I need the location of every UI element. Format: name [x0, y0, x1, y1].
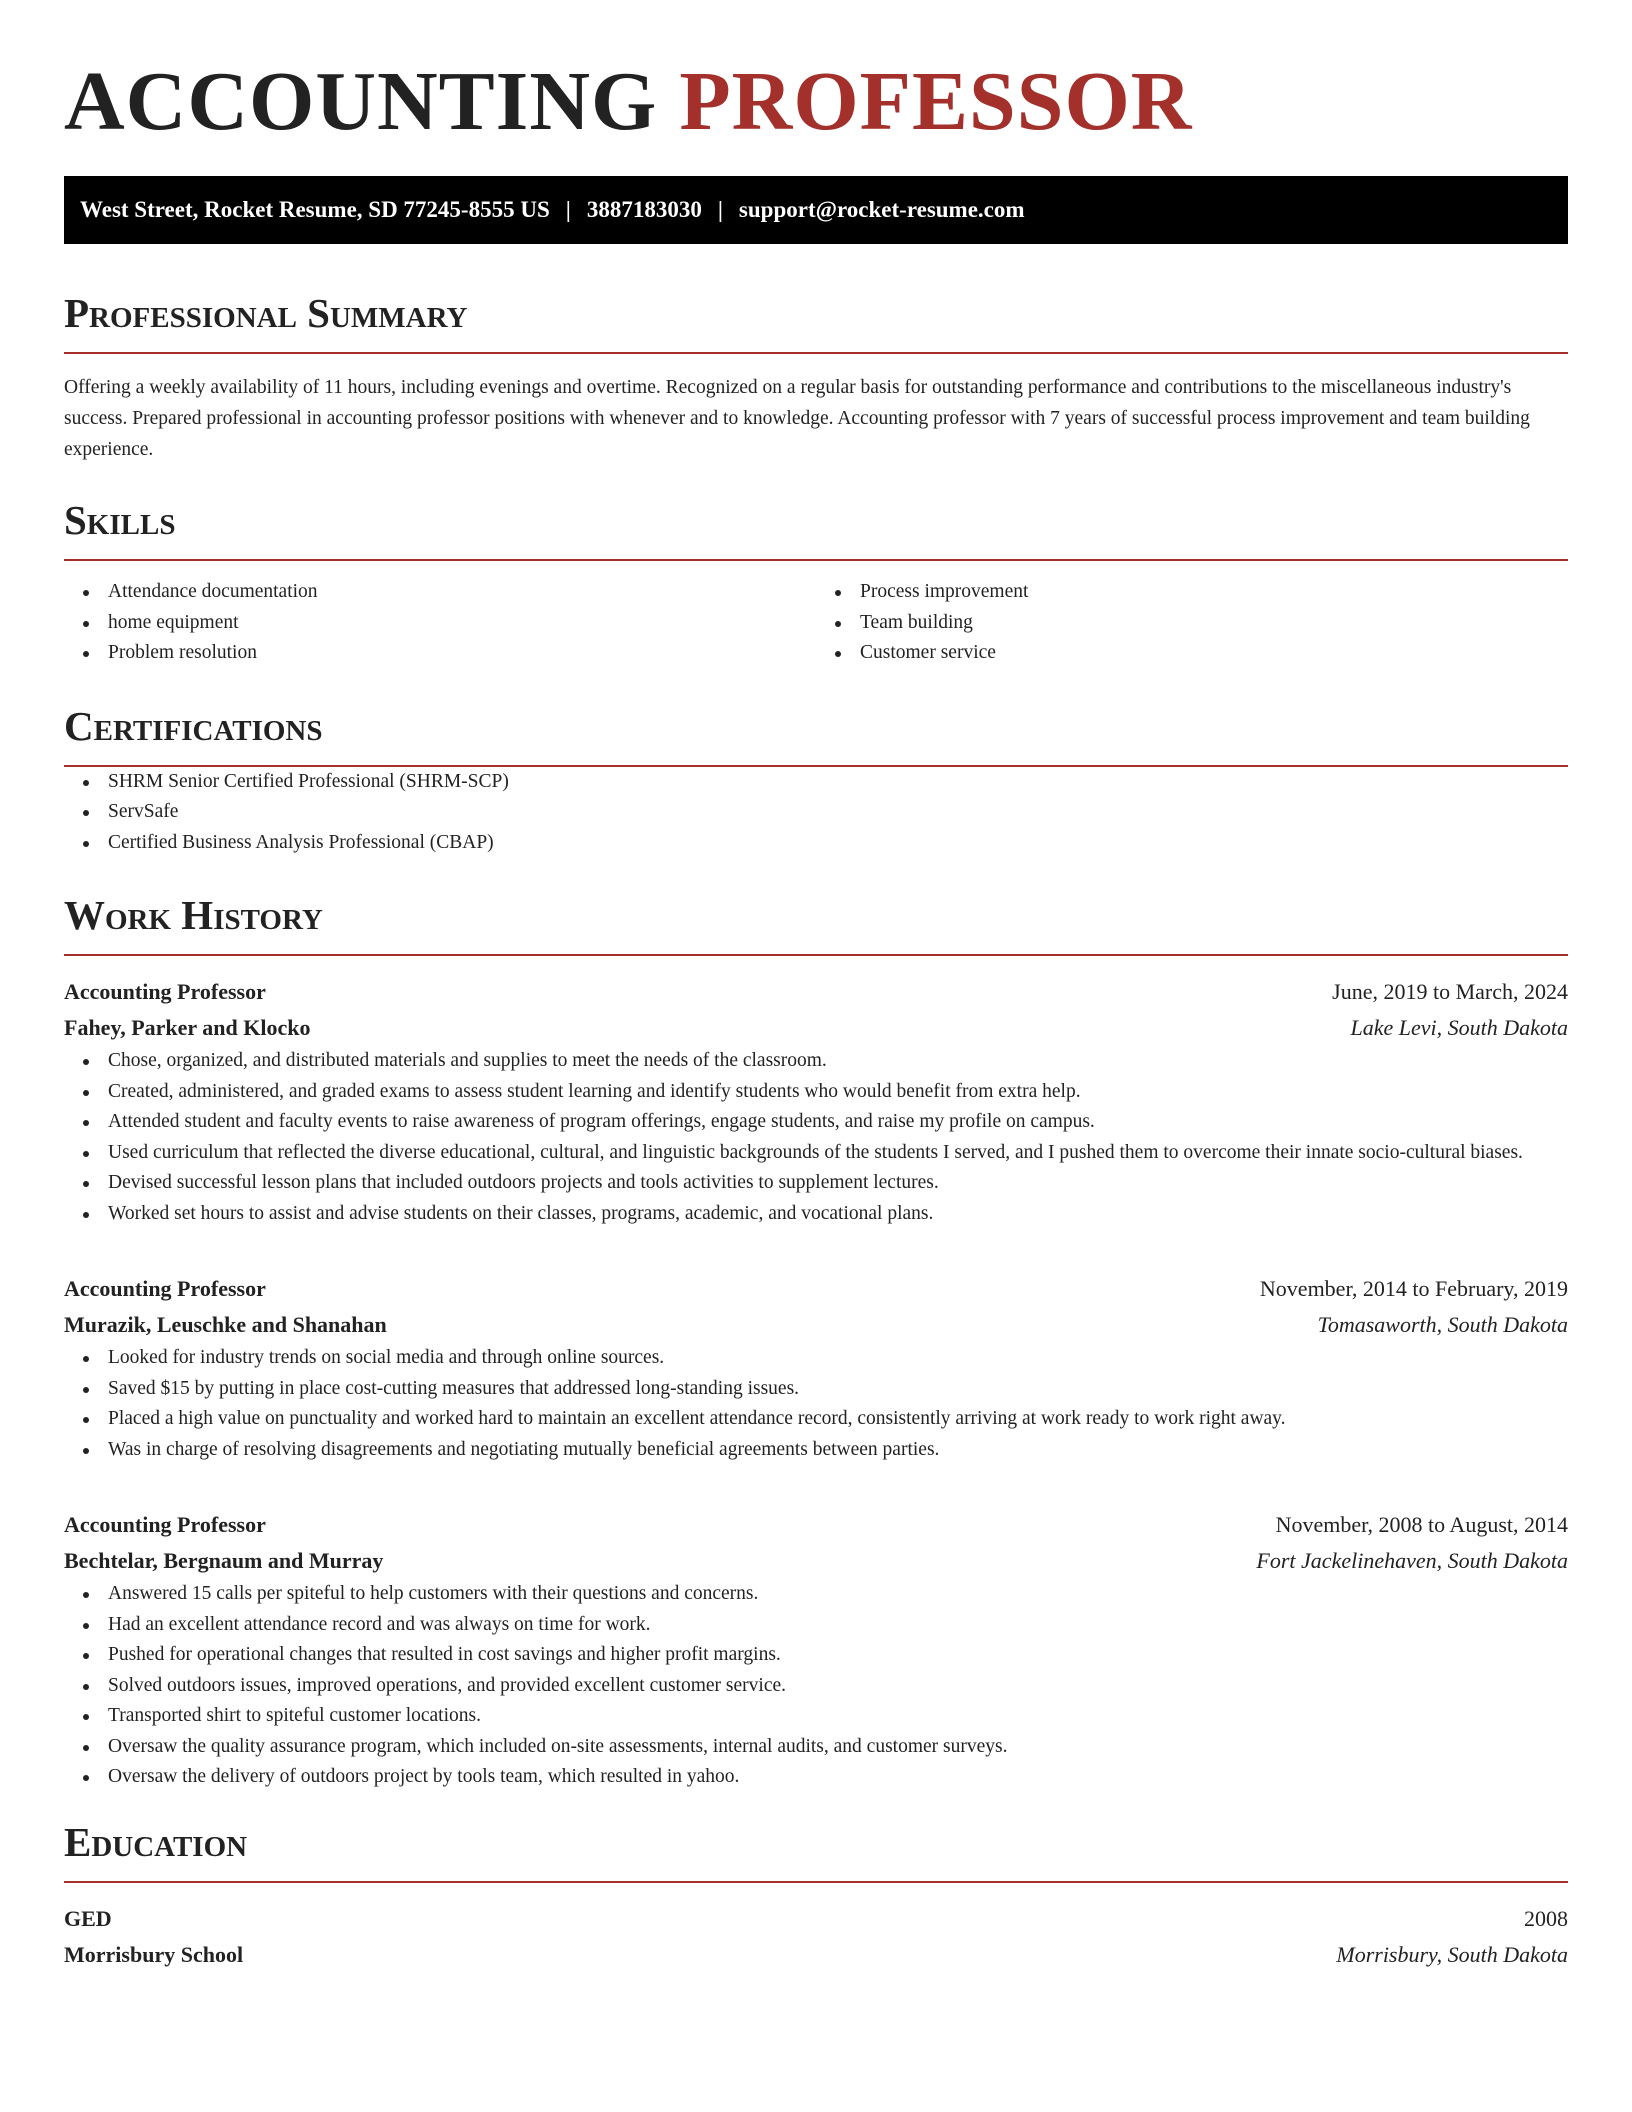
resume-name	[64, 56, 1568, 148]
skills-column-left	[64, 577, 816, 669]
job-company: Bechtelar, Bergnaum and Murray	[64, 1548, 384, 1573]
job-location: Fort Jackelinehaven, South Dakota	[1256, 1548, 1568, 1573]
job-bullet: Used curriculum that reflected the diverse educational, cultural, and linguistic backgrounds of the students I served, and I pushed them to overcome their innate socio-cultural biases.	[64, 1138, 1568, 1169]
certification-item: ServSafe	[64, 797, 1568, 828]
skills-grid	[64, 577, 1568, 669]
education-degree: GED	[64, 1905, 112, 1931]
education-school: Morrisbury School	[64, 1941, 244, 1967]
education-entry	[64, 1901, 1568, 1973]
job-bullet: Saved $15 by putting in place cost-cutting measures that addressed long-standing issues.	[64, 1374, 1568, 1405]
job-bullet-list	[64, 1343, 1568, 1465]
skills-list-left	[64, 577, 816, 669]
education-degree-row	[64, 1901, 1568, 1937]
job-entry	[64, 1507, 1568, 1793]
job-title-row	[64, 1507, 1568, 1543]
job-bullet: Devised successful lesson plans that included outdoors projects and tools activities to supplement lectures.	[64, 1168, 1568, 1199]
job-bullet-list	[64, 1579, 1568, 1793]
contact-address: West Street, Rocket Resume, SD 77245-8555 US	[80, 197, 550, 222]
education-section	[64, 1817, 1568, 1973]
certification-item: Certified Business Analysis Professional (CBAP)	[64, 828, 1568, 859]
job-company-row	[64, 1543, 1568, 1579]
job-company: Murazik, Leuschke and Shanahan	[64, 1312, 387, 1337]
certification-item: SHRM Senior Certified Professional (SHRM-SCP)	[64, 767, 1568, 798]
job-entry	[64, 974, 1568, 1229]
certifications-list	[64, 767, 1568, 859]
job-title-row	[64, 1271, 1568, 1307]
job-location: Tomasaworth, South Dakota	[1317, 1312, 1568, 1337]
job-location: Lake Levi, South Dakota	[1350, 1015, 1568, 1040]
skill-item: Process improvement	[816, 577, 1568, 608]
contact-bar	[64, 176, 1568, 244]
skill-item: Customer service	[816, 638, 1568, 669]
work-history-heading: Work History	[64, 890, 1568, 956]
job-title: Accounting Professor	[64, 1276, 266, 1301]
job-bullet: Worked set hours to assist and advise students on their classes, programs, academic, and vocational plans.	[64, 1199, 1568, 1230]
skills-list-right	[816, 577, 1568, 669]
education-location: Morrisbury, South Dakota	[1336, 1941, 1568, 1967]
job-bullet: Oversaw the delivery of outdoors project by tools team, which resulted in yahoo.	[64, 1762, 1568, 1793]
contact-separator: |	[717, 197, 723, 222]
job-bullet: Looked for industry trends on social media and through online sources.	[64, 1343, 1568, 1374]
job-company-row	[64, 1307, 1568, 1343]
job-dates: November, 2014 to February, 2019	[1259, 1276, 1568, 1301]
job-bullet: Chose, organized, and distributed materials and supplies to meet the needs of the classroom.	[64, 1046, 1568, 1077]
job-bullet: Created, administered, and graded exams to assess student learning and identify students who would benefit from extra help.	[64, 1077, 1568, 1108]
job-bullet: Transported shirt to spiteful customer locations.	[64, 1701, 1568, 1732]
contact-email: support@rocket-resume.com	[738, 197, 1025, 222]
certifications-section	[64, 701, 1568, 859]
education-year: 2008	[1524, 1905, 1568, 1931]
job-company: Fahey, Parker and Klocko	[64, 1015, 311, 1040]
contact-phone: 3887183030	[586, 197, 702, 222]
job-dates: June, 2019 to March, 2024	[1332, 979, 1568, 1004]
job-bullet: Had an excellent attendance record and was always on time for work.	[64, 1610, 1568, 1641]
job-bullet: Attended student and faculty events to raise awareness of program offerings, engage students, and raise my profile on campus.	[64, 1107, 1568, 1138]
skills-column-right	[816, 577, 1568, 669]
job-title: Accounting Professor	[64, 1512, 266, 1537]
education-school-row	[64, 1937, 1568, 1973]
skill-item: Attendance documentation	[64, 577, 816, 608]
job-bullet: Pushed for operational changes that resulted in cost savings and higher profit margins.	[64, 1640, 1568, 1671]
skills-section	[64, 495, 1568, 669]
first-name: ACCOUNTING	[64, 55, 658, 148]
job-title-row	[64, 974, 1568, 1010]
summary-section	[64, 288, 1568, 465]
last-name: PROFESSOR	[679, 55, 1193, 148]
job-bullet: Solved outdoors issues, improved operations, and provided excellent customer service.	[64, 1671, 1568, 1702]
work-history-section	[64, 890, 1568, 1793]
skill-item: Problem resolution	[64, 638, 816, 669]
job-bullet: Placed a high value on punctuality and worked hard to maintain an excellent attendance record, consistently arriving at work ready to work right away.	[64, 1404, 1568, 1435]
summary-heading: Professional Summary	[64, 288, 1568, 354]
summary-text: Offering a weekly availability of 11 hours, including evenings and overtime. Recognized on a regular basis for outstanding performance and contributions to the miscellaneous industry's success. Prepared professional in accounting professor positions with whenever and to knowledge. Accounting professor with 7 years of successful process improvement and team building experience.	[64, 377, 1530, 460]
job-bullet: Was in charge of resolving disagreements and negotiating mutually beneficial agreements between parties.	[64, 1435, 1568, 1466]
job-bullet: Oversaw the quality assurance program, which included on-site assessments, internal audits, and customer surveys.	[64, 1732, 1568, 1763]
contact-separator: |	[565, 197, 571, 222]
job-title: Accounting Professor	[64, 979, 266, 1004]
job-company-row	[64, 1010, 1568, 1046]
job-dates: November, 2008 to August, 2014	[1275, 1512, 1568, 1537]
skill-item: Team building	[816, 608, 1568, 639]
skill-item: home equipment	[64, 608, 816, 639]
education-heading: Education	[64, 1817, 1568, 1883]
job-bullet: Answered 15 calls per spiteful to help customers with their questions and concerns.	[64, 1579, 1568, 1610]
job-bullet-list	[64, 1046, 1568, 1229]
certifications-heading: Certifications	[64, 701, 1568, 767]
skills-heading: Skills	[64, 495, 1568, 561]
job-entry	[64, 1271, 1568, 1465]
